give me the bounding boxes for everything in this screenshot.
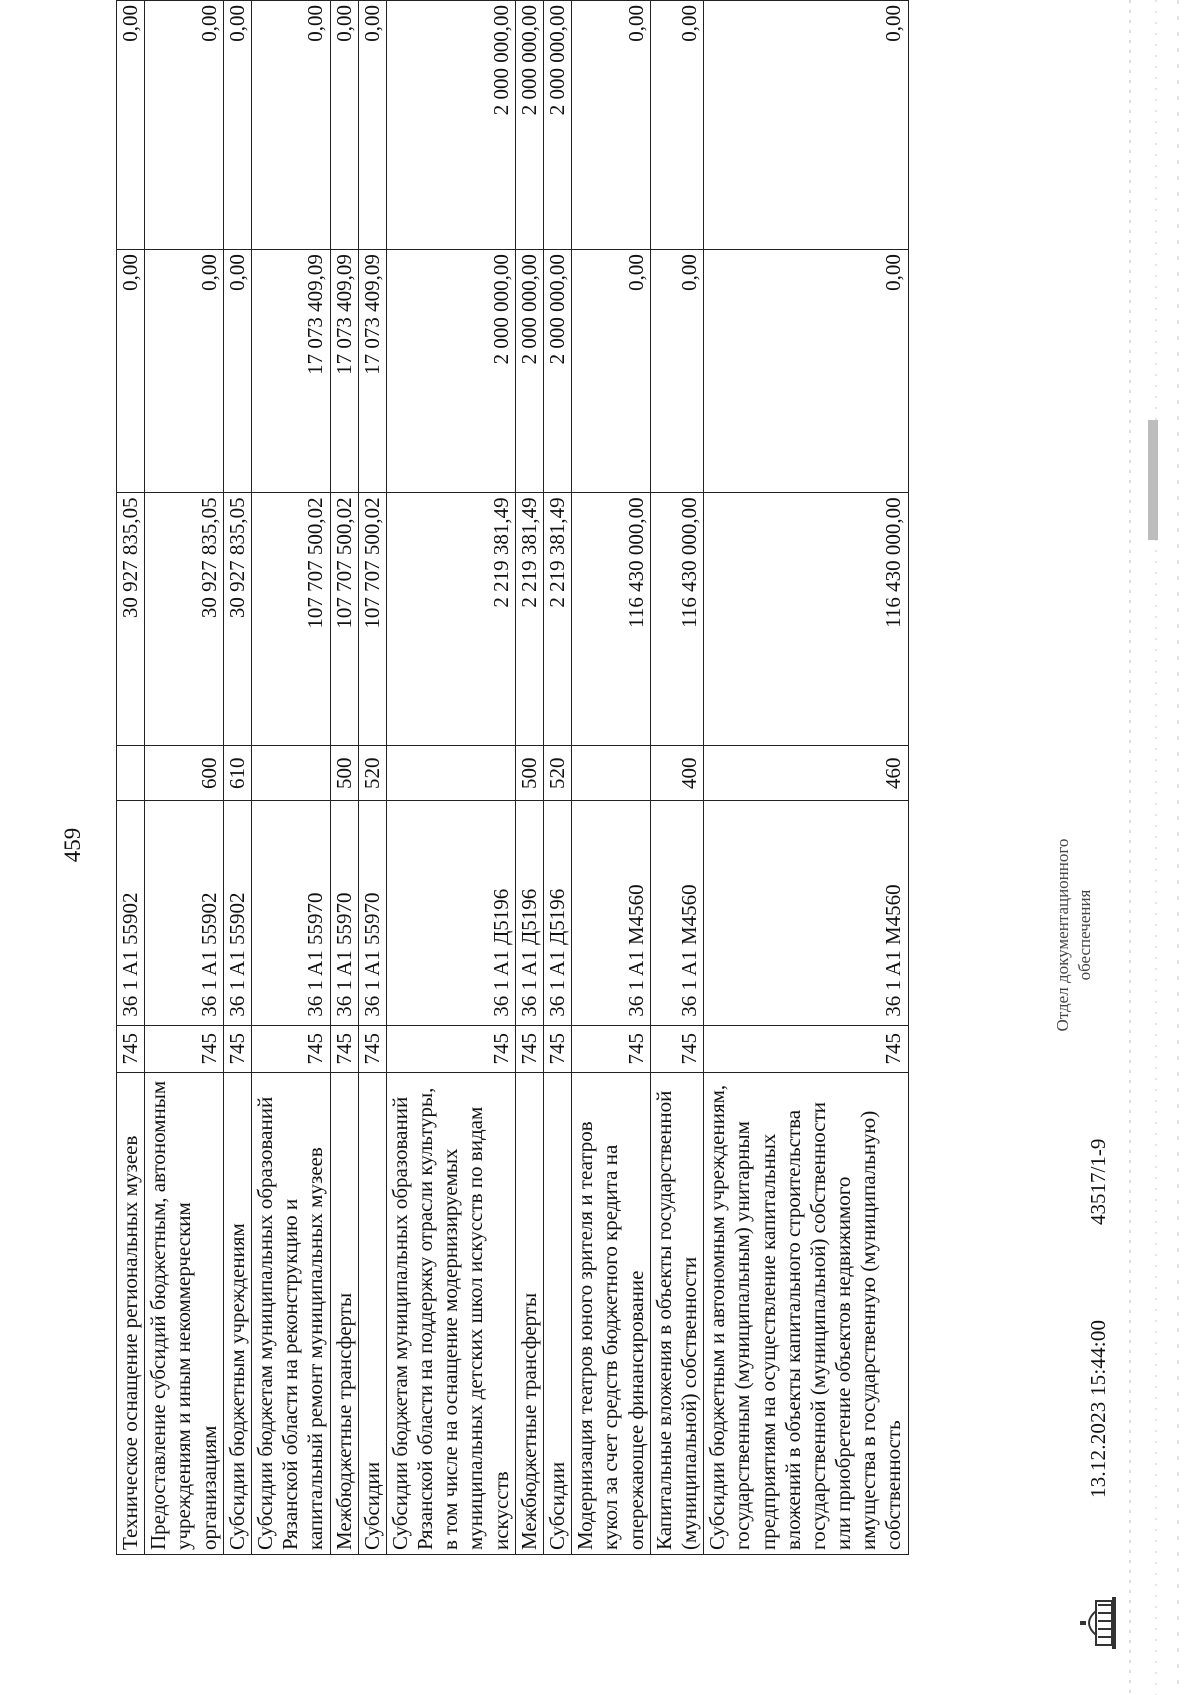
amount-year2: 17 073 409,09 bbox=[251, 250, 330, 493]
grbs-cell: 745 bbox=[572, 1025, 651, 1072]
vr-cell: 500 bbox=[515, 746, 543, 801]
amount-year1: 107 707 500,02 bbox=[251, 493, 330, 746]
row-name: Межбюджетные трансферты bbox=[330, 1072, 358, 1554]
amount-year2: 2 000 000,00 bbox=[515, 250, 543, 493]
table-row bbox=[251, 1, 330, 1555]
stamp-line: Отдел документационного bbox=[1053, 838, 1072, 1032]
amount-year2: 0,00 bbox=[704, 250, 909, 493]
vr-cell: 460 bbox=[704, 746, 909, 801]
grbs-cell: 745 bbox=[145, 1025, 224, 1072]
amount-year1: 107 707 500,02 bbox=[330, 493, 358, 746]
grbs-cell: 745 bbox=[386, 1025, 515, 1072]
grbs-cell: 745 bbox=[704, 1025, 909, 1072]
amount-year1: 30 927 835,05 bbox=[117, 493, 145, 746]
vr-cell: 610 bbox=[223, 746, 251, 801]
amount-year3: 0,00 bbox=[704, 1, 909, 250]
csr-cell: 36 1 A1 Д5196 bbox=[544, 801, 572, 1026]
footer-datetime: 13.12.2023 15:44:00 bbox=[1086, 1319, 1110, 1498]
csr-cell: 36 1 A1 55970 bbox=[330, 801, 358, 1026]
table-row bbox=[650, 1, 703, 1555]
footer-doc-code: 43517/1-9 bbox=[1086, 1138, 1110, 1225]
vr-cell bbox=[386, 746, 515, 801]
row-name: Капитальные вложения в объекты государственной (муниципальной) собственности bbox=[650, 1072, 703, 1554]
row-name: Субсидии bbox=[544, 1072, 572, 1554]
vr-cell: 500 bbox=[330, 746, 358, 801]
amount-year1: 2 219 381,49 bbox=[515, 493, 543, 746]
table-row bbox=[330, 1, 358, 1555]
amount-year2: 0,00 bbox=[145, 250, 224, 493]
vr-cell bbox=[572, 746, 651, 801]
row-name: Межбюджетные трансферты bbox=[515, 1072, 543, 1554]
csr-cell: 36 1 A1 M4560 bbox=[704, 801, 909, 1026]
csr-cell: 36 1 A1 55970 bbox=[251, 801, 330, 1026]
amount-year3: 0,00 bbox=[251, 1, 330, 250]
row-name: Модернизация театров юного зрителя и театров кукол за счет средств бюджетного кредита на опережающее финансирование bbox=[572, 1072, 651, 1554]
csr-cell: 36 1 A1 Д5196 bbox=[515, 801, 543, 1026]
amount-year3: 0,00 bbox=[572, 1, 651, 250]
amount-year3: 0,00 bbox=[650, 1, 703, 250]
amount-year2: 0,00 bbox=[223, 250, 251, 493]
grbs-cell: 745 bbox=[330, 1025, 358, 1072]
amount-year3: 2 000 000,00 bbox=[386, 1, 515, 250]
grbs-cell: 745 bbox=[515, 1025, 543, 1072]
amount-year2: 17 073 409,09 bbox=[330, 250, 358, 493]
row-name: Субсидии бюджетам муниципальных образований Рязанской области на поддержку отрасли культуры, в том числе на оснащение модернизируемых муниципальных детских школ искусств по видам искусств bbox=[386, 1072, 515, 1554]
vr-cell bbox=[117, 746, 145, 801]
row-name: Техническое оснащение региональных музеев bbox=[117, 1072, 145, 1554]
amount-year3: 0,00 bbox=[330, 1, 358, 250]
table-row bbox=[145, 1, 224, 1555]
scan-edge-noise bbox=[1090, 0, 1200, 1695]
vr-cell: 600 bbox=[145, 746, 224, 801]
grbs-cell: 745 bbox=[544, 1025, 572, 1072]
vr-cell: 520 bbox=[358, 746, 386, 801]
row-name: Субсидии bbox=[358, 1072, 386, 1554]
row-name: Субсидии бюджетам муниципальных образований Рязанской области на реконструкцию и капитальный ремонт муниципальных музеев bbox=[251, 1072, 330, 1554]
csr-cell: 36 1 A1 55970 bbox=[358, 801, 386, 1026]
csr-cell: 36 1 A1 55902 bbox=[145, 801, 224, 1026]
vr-cell: 400 bbox=[650, 746, 703, 801]
row-name: Субсидии бюджетным и автономным учреждениям, государственным (муниципальным) унитарным предприятиям на осуществление капитальных вложений в объекты капитального строительства государственной (муниципальной) собственности или приобретение объектов недвижимого имущества в государственную (муниципальную) собственность bbox=[704, 1072, 909, 1554]
amount-year1: 2 219 381,49 bbox=[544, 493, 572, 746]
table-row bbox=[223, 1, 251, 1555]
grbs-cell: 745 bbox=[117, 1025, 145, 1072]
amount-year3: 0,00 bbox=[358, 1, 386, 250]
csr-cell: 36 1 A1 Д5196 bbox=[386, 801, 515, 1026]
amount-year1: 116 430 000,00 bbox=[572, 493, 651, 746]
vr-cell: 520 bbox=[544, 746, 572, 801]
amount-year1: 116 430 000,00 bbox=[704, 493, 909, 746]
amount-year2: 0,00 bbox=[572, 250, 651, 493]
amount-year2: 0,00 bbox=[117, 250, 145, 493]
amount-year3: 0,00 bbox=[117, 1, 145, 250]
amount-year2: 0,00 bbox=[650, 250, 703, 493]
amount-year1: 107 707 500,02 bbox=[358, 493, 386, 746]
table-row bbox=[515, 1, 543, 1555]
amount-year1: 2 219 381,49 bbox=[386, 493, 515, 746]
table-row bbox=[544, 1, 572, 1555]
table-row bbox=[704, 1, 909, 1555]
grbs-cell: 745 bbox=[223, 1025, 251, 1072]
amount-year1: 30 927 835,05 bbox=[223, 493, 251, 746]
amount-year2: 2 000 000,00 bbox=[544, 250, 572, 493]
table-row bbox=[358, 1, 386, 1555]
amount-year3: 0,00 bbox=[145, 1, 224, 250]
grbs-cell: 745 bbox=[358, 1025, 386, 1072]
csr-cell: 36 1 A1 55902 bbox=[223, 801, 251, 1026]
row-name: Предоставление субсидий бюджетным, автономным учреждениям и иным некоммерческим организациям bbox=[145, 1072, 224, 1554]
amount-year1: 30 927 835,05 bbox=[145, 493, 224, 746]
page-number: 459 bbox=[60, 827, 85, 863]
amount-year2: 17 073 409,09 bbox=[358, 250, 386, 493]
amount-year3: 2 000 000,00 bbox=[544, 1, 572, 250]
budget-table bbox=[116, 0, 909, 1555]
grbs-cell: 745 bbox=[650, 1025, 703, 1072]
csr-cell: 36 1 A1 55902 bbox=[117, 801, 145, 1026]
vr-cell bbox=[251, 746, 330, 801]
table-row bbox=[572, 1, 651, 1555]
csr-cell: 36 1 A1 M4560 bbox=[650, 801, 703, 1026]
table-row bbox=[386, 1, 515, 1555]
amount-year3: 2 000 000,00 bbox=[515, 1, 543, 250]
row-name: Субсидии бюджетным учреждениям bbox=[223, 1072, 251, 1554]
grbs-cell: 745 bbox=[251, 1025, 330, 1072]
amount-year1: 116 430 000,00 bbox=[650, 493, 703, 746]
amount-year3: 0,00 bbox=[223, 1, 251, 250]
stamp-line: обеспечения bbox=[1075, 889, 1095, 981]
table-row bbox=[117, 1, 145, 1555]
csr-cell: 36 1 A1 M4560 bbox=[572, 801, 651, 1026]
amount-year2: 2 000 000,00 bbox=[386, 250, 515, 493]
